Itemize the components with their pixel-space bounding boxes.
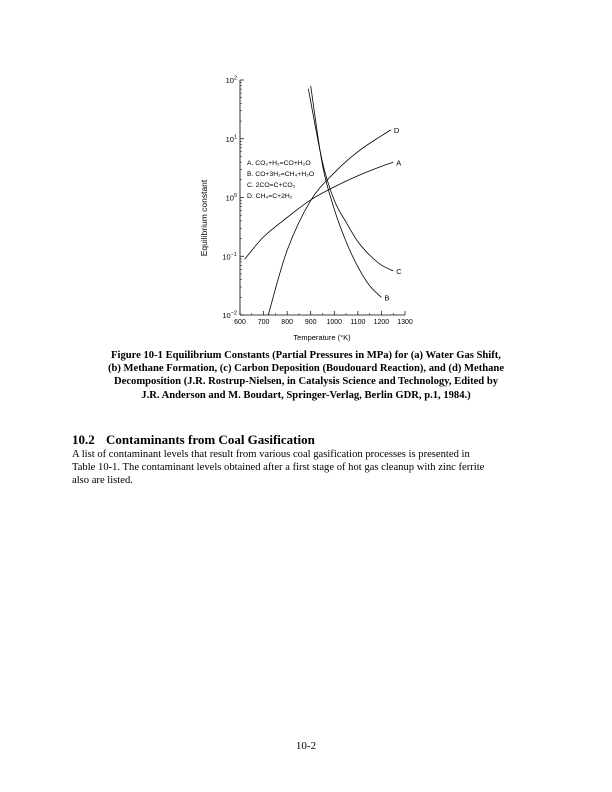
y-tick-label: $10^2$ — [225, 75, 237, 85]
y-tick-label: $10^{-1}$ — [222, 251, 237, 262]
paragraph-line: Table 10-1. The contaminant levels obtained after a first stage of hot gas cleanup with zinc ferrite — [72, 461, 485, 473]
chart-curves — [245, 86, 403, 315]
caption-line: J.R. Anderson and M. Boudart, Springer-Verlag, Berlin GDR, p.1, 1984.) — [141, 389, 471, 401]
caption-line: (b) Methane Formation, (c) Carbon Deposition (Boudouard Reaction), and (d) Methane — [107, 363, 505, 375]
curve-d — [268, 130, 391, 315]
section-number: 10.2 — [72, 432, 95, 447]
equilibrium-chart — [195, 72, 425, 347]
legend-entry: B. CO+3H₂=CH₄+H₂O — [247, 171, 315, 178]
curve-label-b: B — [384, 293, 390, 303]
curve-label-c: C — [396, 266, 402, 276]
x-tick-label: 600 — [234, 319, 246, 326]
y-axis-label: Equilibrium constant — [199, 179, 209, 257]
y-tick-label: $10^0$ — [225, 193, 237, 203]
curve-b — [311, 86, 382, 298]
paragraph-line: A list of contaminant levels that result from various coal gasification processes is presented in — [72, 449, 470, 460]
x-tick-label: 1200 — [373, 319, 390, 326]
paragraph-line: also are listed. — [72, 474, 133, 486]
x-axis-label: Temperature (°K) — [293, 333, 351, 342]
legend-entry: C. 2CO=C+CO₂ — [247, 182, 296, 189]
x-tick-label: 900 — [304, 319, 317, 326]
x-tick-label: 1000 — [326, 319, 343, 326]
page-number: 10-2 — [295, 740, 317, 752]
caption-line: Figure 10-1 Equilibrium Constants (Partial Pressures in MPa) for (a) Water Gas Shift, — [111, 350, 501, 361]
caption-line: Decomposition (J.R. Rostrup-Nielsen, in Catalysis Science and Technology, Edited by — [113, 376, 499, 388]
section-title: Contaminants from Coal Gasification — [106, 432, 315, 447]
y-axis-ticks — [222, 76, 244, 321]
x-tick-label: 800 — [281, 319, 293, 326]
chart-legend — [247, 160, 314, 200]
legend-entry: A. CO₂+H₂=CO+H₂O — [247, 160, 311, 167]
curve-label-a: A — [396, 158, 402, 168]
x-tick-label: 1100 — [350, 319, 366, 326]
x-tick-label: 1300 — [397, 319, 413, 326]
x-tick-label: 700 — [257, 319, 270, 326]
curve-c — [308, 89, 393, 271]
curve-label-d: D — [393, 125, 400, 135]
y-tick-label: $10^{-2}$ — [222, 310, 237, 320]
legend-entry: D. CH₄=C+2H₂ — [247, 193, 293, 200]
y-tick-label: $10^1$ — [225, 134, 237, 144]
figure-caption — [72, 349, 540, 402]
section-heading — [72, 432, 315, 448]
x-axis-ticks — [234, 311, 413, 326]
body-paragraph — [72, 449, 542, 487]
